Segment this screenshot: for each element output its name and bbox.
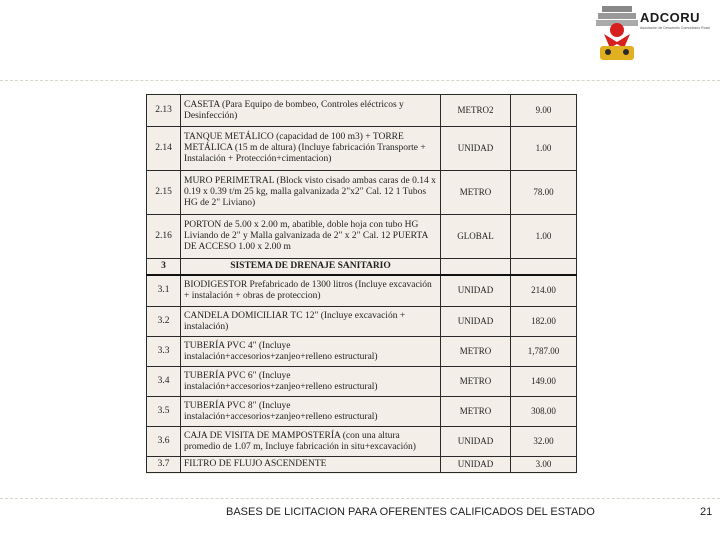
item-number: 2.13: [147, 95, 181, 127]
item-quantity: 214.00: [511, 275, 577, 307]
table-row: [147, 457, 577, 473]
footer-text: BASES DE LICITACION PARA OFERENTES CALIFICADOS DEL ESTADO: [226, 506, 595, 518]
item-number: 2.16: [147, 215, 181, 259]
item-number: 3.7: [147, 457, 181, 473]
item-description: TANQUE METÁLICO (capacidad de 100 m3) + TORRE METÁLICA (15 m de altura) (Incluye fabricación Transporte + Instalación + Protección+cimentacion): [181, 127, 441, 171]
item-unit: METRO: [441, 367, 511, 397]
page-number: 21: [700, 506, 713, 518]
item-quantity: 3.00: [511, 457, 577, 473]
item-description: PORTON de 5.00 x 2.00 m, abatible, doble hoja con tubo HG Liviando de 2" y Malla galvanizada de 2" x 2" Cal. 12 PUERTA DE ACCESO 1.00 x 2.00 m: [181, 215, 441, 259]
table-row: [147, 215, 577, 259]
item-quantity: 1,787.00: [511, 337, 577, 367]
section-number: 3: [147, 259, 181, 275]
item-unit: UNIDAD: [441, 127, 511, 171]
item-quantity: 78.00: [511, 171, 577, 215]
item-number: 3.3: [147, 337, 181, 367]
table-row: [147, 307, 577, 337]
logo-title: ADCORU: [640, 10, 701, 25]
table-row: [147, 95, 577, 127]
adcoru-logo: [594, 4, 718, 64]
item-quantity: 182.00: [511, 307, 577, 337]
item-description: BIODIGESTOR Prefabricado de 1300 litros (Incluye excavación + instalación + obras de proteccion): [181, 275, 441, 307]
item-number: 3.2: [147, 307, 181, 337]
item-number: 3.1: [147, 275, 181, 307]
item-quantity: 308.00: [511, 397, 577, 427]
item-description: MURO PERIMETRAL (Block visto cisado ambas caras de 0.14 x 0.19 x 0.39 t/m 25 kg, malla galvanizada 2"x2" Cal. 12 1 Tubos HG de 2" Liviano): [181, 171, 441, 215]
item-unit: METRO: [441, 337, 511, 367]
item-description: CASETA (Para Equipo de bombeo, Controles eléctricos y Desinfección): [181, 95, 441, 127]
item-quantity: 9.00: [511, 95, 577, 127]
item-number: 3.6: [147, 427, 181, 457]
section-title: SISTEMA DE DRENAJE SANITARIO: [181, 259, 441, 275]
item-quantity: 1.00: [511, 215, 577, 259]
item-unit: [441, 259, 511, 275]
item-number: 3.4: [147, 367, 181, 397]
table-row: [147, 127, 577, 171]
item-description: TUBERÍA PVC 4" (Incluye instalación+accesorios+zanjeo+relleno estructural): [181, 337, 441, 367]
adcoru-emblem-icon: [594, 4, 640, 64]
item-quantity: 32.00: [511, 427, 577, 457]
table-row: [147, 337, 577, 367]
item-number: 2.14: [147, 127, 181, 171]
item-description: FILTRO DE FLUJO ASCENDENTE: [181, 457, 441, 473]
table-row: [147, 427, 577, 457]
item-unit: UNIDAD: [441, 307, 511, 337]
section-header-row: [147, 259, 577, 275]
item-quantity: 1.00: [511, 127, 577, 171]
item-unit: METRO: [441, 397, 511, 427]
item-unit: UNIDAD: [441, 275, 511, 307]
item-unit: METRO2: [441, 95, 511, 127]
item-number: 2.15: [147, 171, 181, 215]
table-row: [147, 275, 577, 307]
item-unit: METRO: [441, 171, 511, 215]
item-quantity: [511, 259, 577, 275]
item-quantity: 149.00: [511, 367, 577, 397]
item-number: 3.5: [147, 397, 181, 427]
table-row: [147, 397, 577, 427]
item-unit: UNIDAD: [441, 457, 511, 473]
item-description: TUBERÍA PVC 8" (Incluye instalación+accesorios+zanjeo+relleno estructural): [181, 397, 441, 427]
table-row: [147, 171, 577, 215]
item-description: CAJA DE VISITA DE MAMPOSTERÍA (con una altura promedio de 1.07 m, Incluye fabricación in situ+excavación): [181, 427, 441, 457]
item-description: CANDELA DOMICILIAR TC 12" (Incluye excavación + instalación): [181, 307, 441, 337]
item-description: TUBERÍA PVC 6" (Incluye instalación+accesorios+zanjeo+relleno estructural): [181, 367, 441, 397]
top-rule: [0, 80, 720, 81]
item-unit: UNIDAD: [441, 427, 511, 457]
item-unit: GLOBAL: [441, 215, 511, 259]
budget-table: [146, 94, 577, 473]
logo-subtitle: Asociación de Desarrollo Comunitario Rural: [640, 26, 710, 30]
table-row: [147, 367, 577, 397]
bottom-rule: [0, 498, 720, 499]
